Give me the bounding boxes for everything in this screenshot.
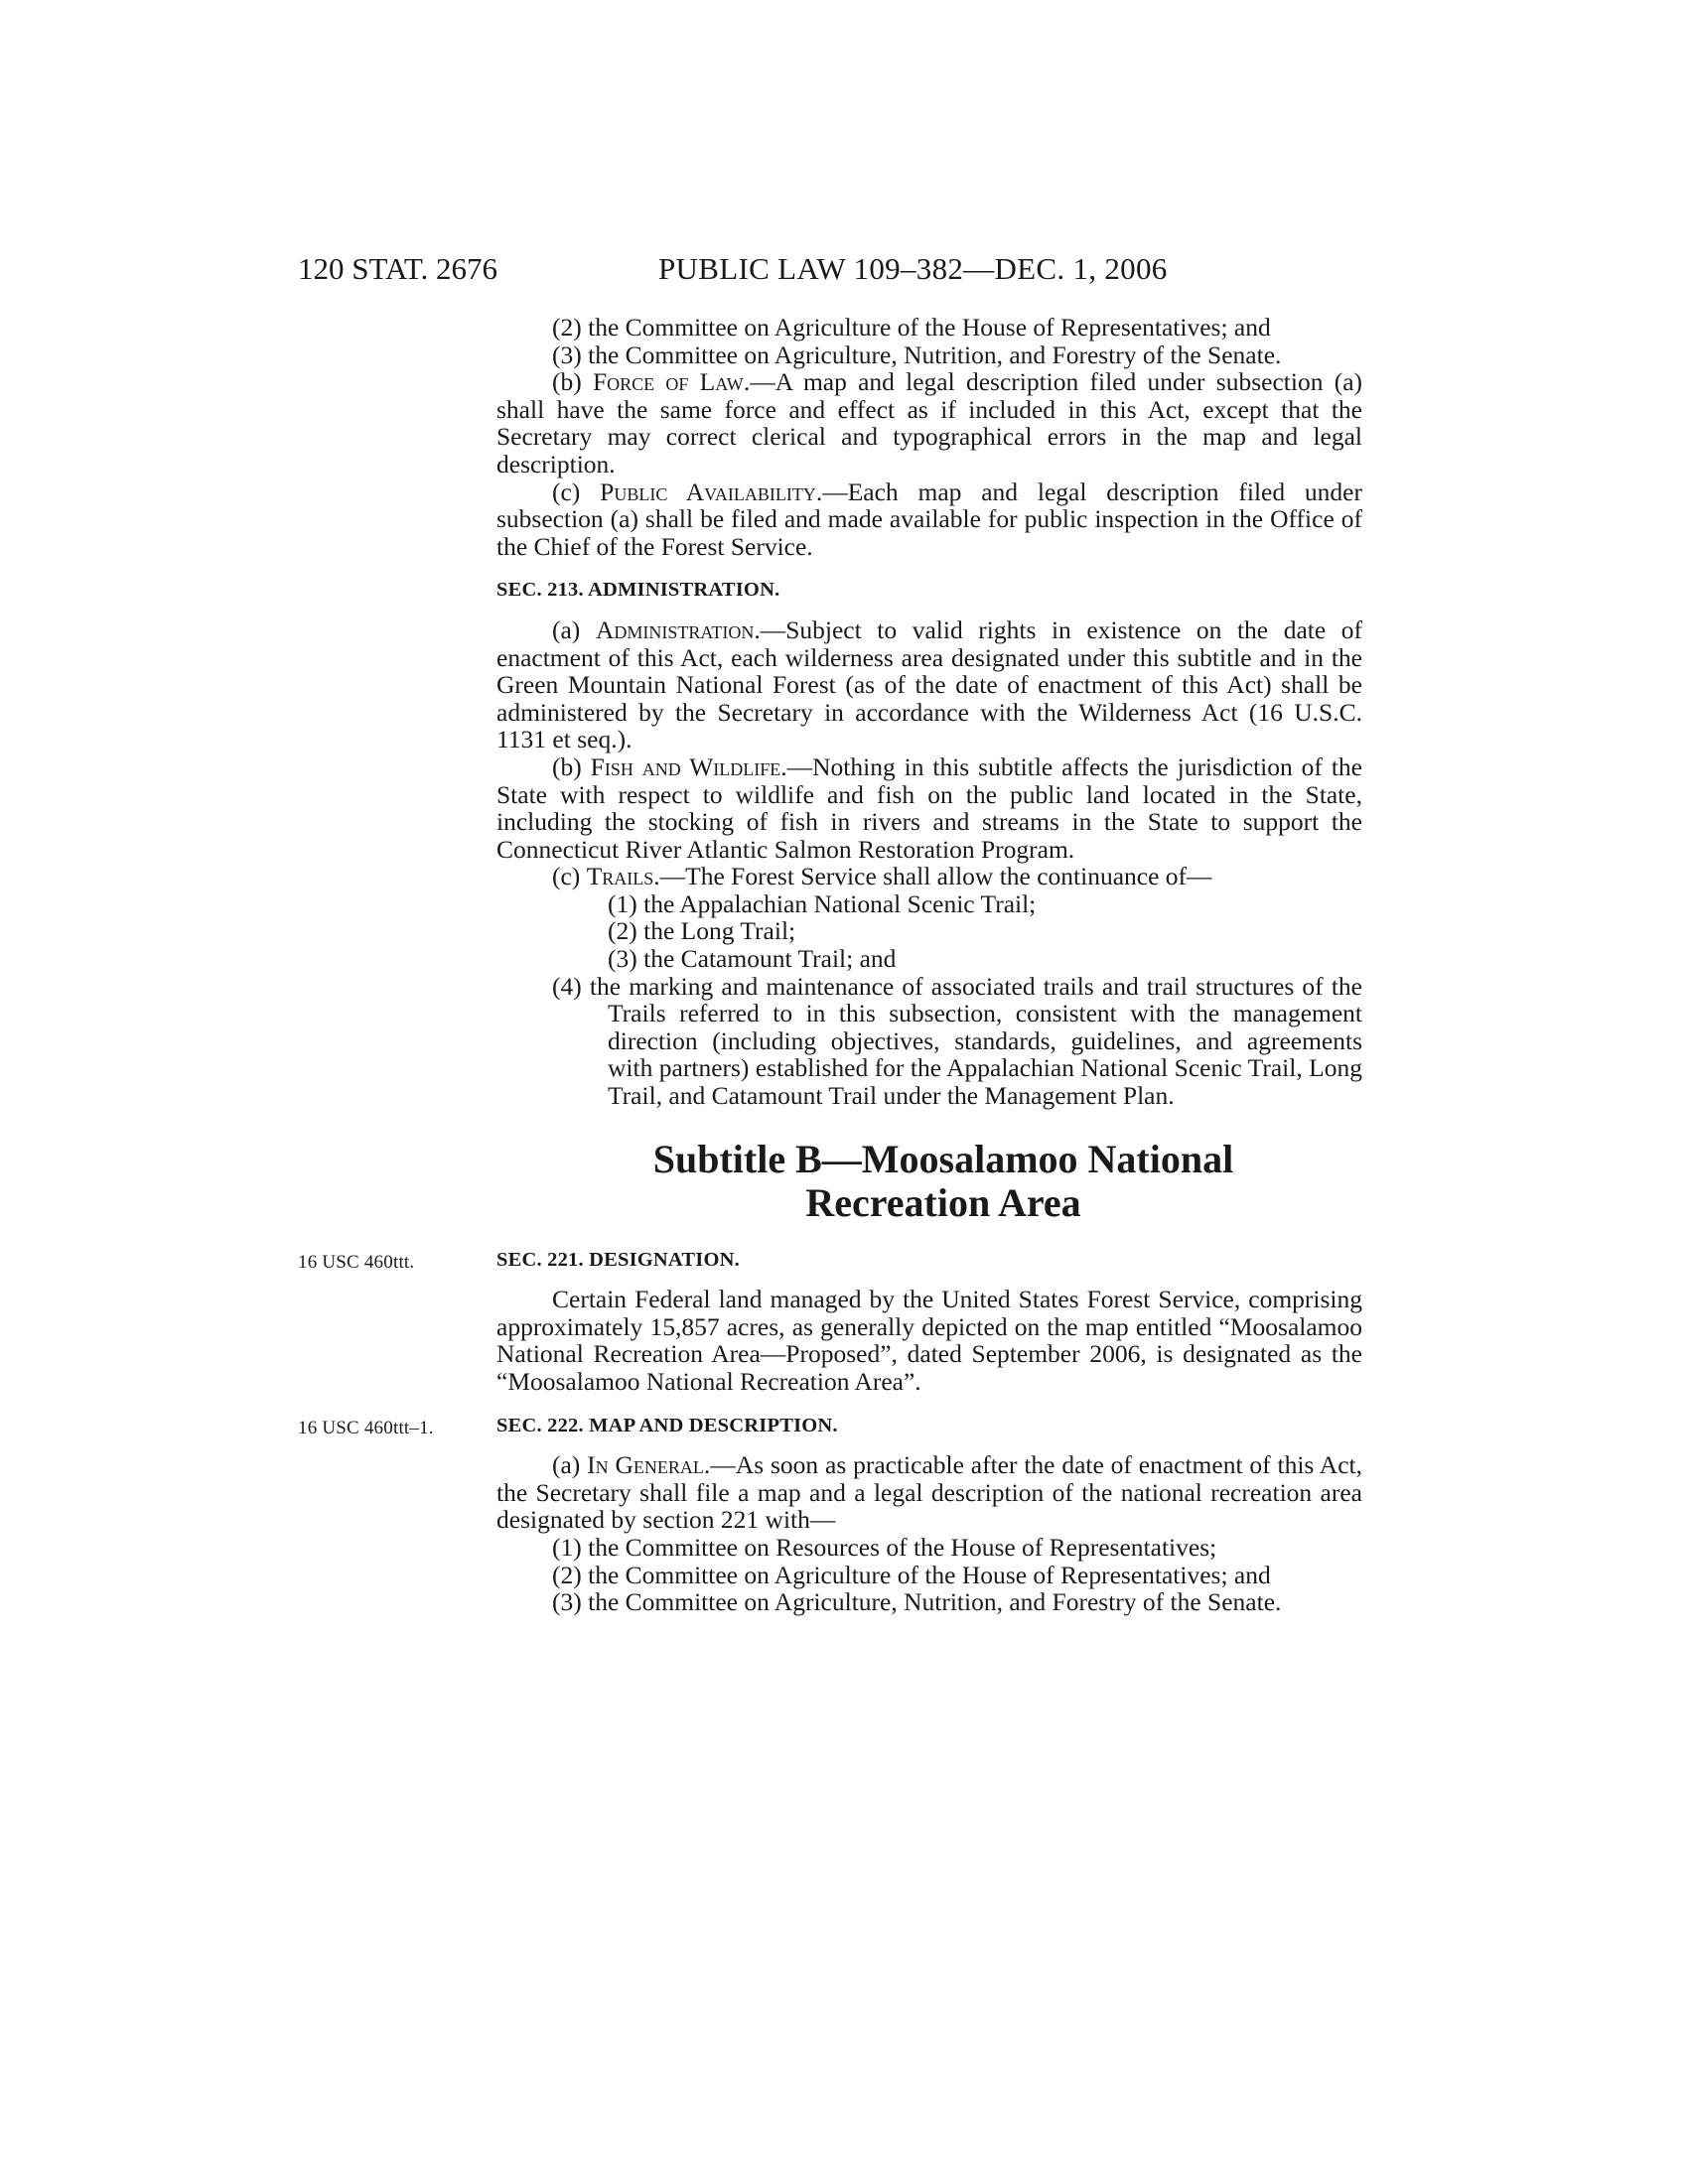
- list-item: (2) the Committee on Agriculture of the House of Representatives; and: [552, 1560, 1271, 1589]
- subsection-heading: Trails: [586, 862, 654, 891]
- list-item: (3) the Committee on Agriculture, Nutrition, and Forestry of the Senate.: [552, 1587, 1282, 1617]
- subtitle-line: Subtitle B—Moosalamoo National: [652, 1136, 1234, 1181]
- paragraph-in-general: (a) In General.—As soon as practicable after the date of enactment of this Act, the Secretary shall file a map and a legal description of the national recreation area designated by section 221 with—: [496, 1450, 1362, 1535]
- subsection-heading: Public Availability: [600, 477, 816, 506]
- paragraph-committee-agriculture-house: (2) the Committee on Agriculture of the House of Representatives; and: [552, 313, 1271, 341]
- paragraph-administration: (a) Administration.—Subject to valid rights in existence on the date of enactment of this Act, each wilderness area designated under this subtitle and in the Green Mountain National Forest (as of the date of enactment of this Act) shall be administered by the Secretary in accordance with the Wilderness Act (16 U.S.C. 1131 et seq.).: [496, 614, 1362, 754]
- running-header: [298, 251, 1390, 291]
- margin-note-usc: 16 USC 460ttt.: [298, 1251, 415, 1273]
- section-heading-222: 16 USC 460ttt–1. SEC. 222. MAP AND DESCRIPTION.: [496, 1413, 1362, 1440]
- document-body: [298, 313, 1362, 1617]
- subsection-heading: Fish and Wildlife: [590, 751, 781, 781]
- paragraph-designation: Certain Federal land managed by the United States Forest Service, comprising approximately 15,857 acres, as generally depicted on the map entitled “Moosalamoo National Recreation Area—Proposed”, dated September 2006, is designated as the “Moosalamoo National Recreation Area”.: [496, 1285, 1362, 1396]
- subtitle-line: Recreation Area: [805, 1179, 1081, 1225]
- paragraph-public-availability: (c) Public Availability.—Each map and legal description filed under subsection (a) shall be filed and made available for public inspection in the Office of the Chief of the Forest Service.: [496, 477, 1362, 561]
- subsection-heading: Administration: [595, 614, 755, 644]
- subsection-heading: Force of Law: [592, 367, 744, 397]
- section-heading-221: 16 USC 460ttt. SEC. 221. DESIGNATION.: [496, 1247, 1362, 1275]
- list-item: (2) the Long Trail;: [608, 916, 796, 946]
- subtitle-heading: [496, 1138, 1362, 1225]
- paragraph-fish-and-wildlife: (b) Fish and Wildlife.—Nothing in this subtitle affects the jurisdiction of the State with respect to wildlife and fish on the public land located in the State, including the stocking of fish in rivers and streams in the State to support the Connecticut River Atlantic Salmon Restoration Program.: [496, 751, 1362, 864]
- list-item: (1) the Appalachian National Scenic Trail;: [608, 888, 1037, 918]
- list-item: (4) the marking and maintenance of associated trails and trail structures of the Trails referred to in this subsection, consistent with the management direction (including objectives, standards, guidelines, and agreements with partners) established for the Appalachian National Scenic Trail, Long Trail, and Catamount Trail under the Management Plan.: [552, 971, 1362, 1111]
- margin-note-usc: 16 USC 460ttt–1.: [298, 1417, 434, 1438]
- law-citation-date: PUBLIC LAW 109–382—DEC. 1, 2006: [658, 251, 1168, 286]
- paragraph-committee-agriculture-senate: (3) the Committee on Agriculture, Nutrition, and Forestry of the Senate.: [552, 340, 1282, 369]
- list-item: (3) the Catamount Trail; and: [608, 944, 897, 974]
- subsection-heading: In General: [587, 1450, 704, 1480]
- stat-page-number: 120 STAT. 2676: [298, 251, 498, 286]
- paragraph-trails: (c) Trails.—The Forest Service shall allow the continuance of—: [552, 862, 1212, 891]
- section-heading-213: SEC. 213. ADMINISTRATION.: [496, 579, 780, 602]
- list-item: (1) the Committee on Resources of the House of Representatives;: [552, 1532, 1217, 1562]
- paragraph-force-of-law: (b) Force of Law.—A map and legal description filed under subsection (a) shall have the same force and effect as if included in this Act, except that the Secretary may correct clerical and typographical errors in the map and legal description.: [496, 367, 1362, 478]
